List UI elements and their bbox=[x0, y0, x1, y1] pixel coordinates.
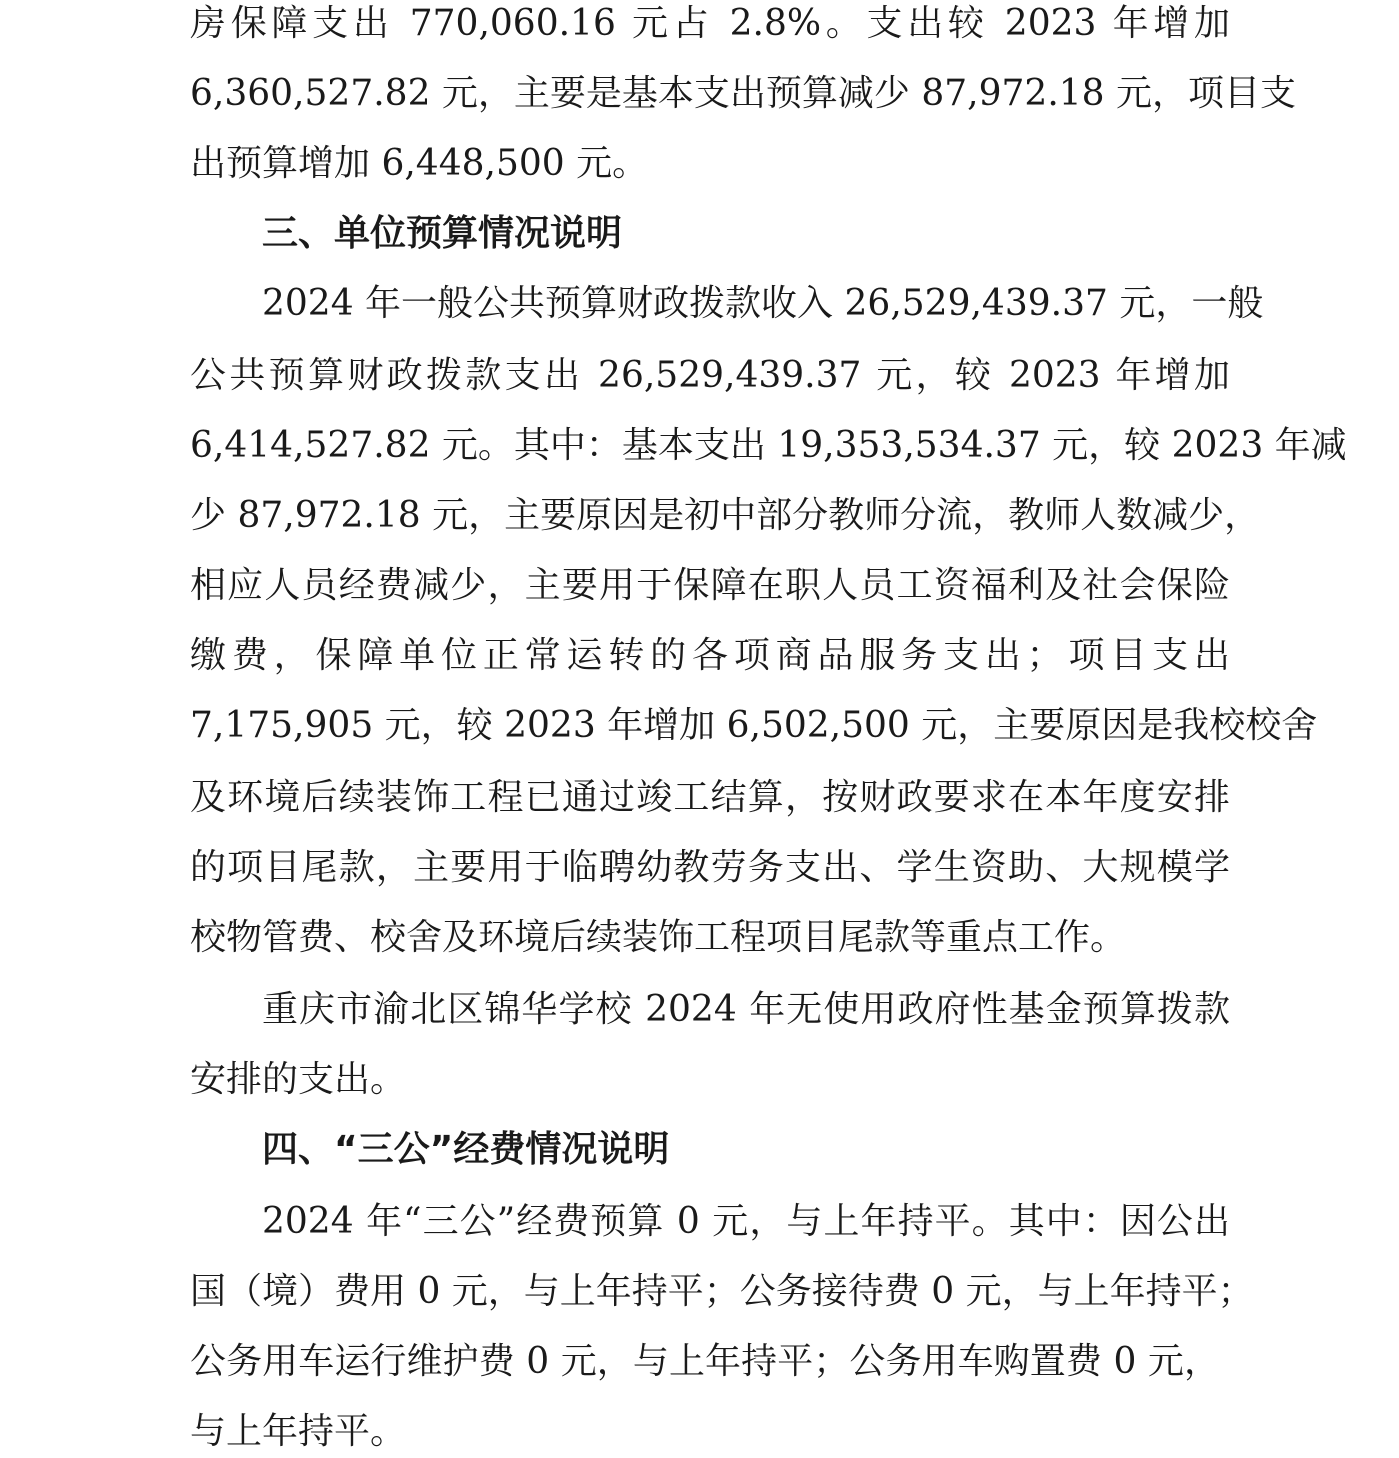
paragraph-line: 的项目尾款，主要用于临聘幼教劳务支出、学生资助、大规模学 bbox=[190, 847, 1230, 888]
paragraph-line: 与上年持平。 bbox=[190, 1411, 407, 1452]
paragraph-line: 重庆市渝北区锦华学校 2024 年无使用政府性基金预算拨款 bbox=[262, 989, 1230, 1030]
paragraph-line: 2024 年“三公”经费预算 0 元，与上年持平。其中：因公出 bbox=[262, 1201, 1230, 1242]
section-heading: 四、“三公”经费情况说明 bbox=[262, 1129, 670, 1170]
paragraph-line: 公务用车运行维护费 0 元，与上年持平；公务用车购置费 0 元， bbox=[190, 1341, 1220, 1382]
paragraph-line: 少 87,972.18 元，主要原因是初中部分教师分流，教师人数减少， bbox=[190, 495, 1261, 536]
paragraph-line: 房保障支出 770,060.16 元占 2.8%。支出较 2023 年增加 bbox=[190, 3, 1230, 44]
paragraph-line: 缴费，保障单位正常运转的各项商品服务支出；项目支出 bbox=[190, 635, 1230, 676]
paragraph-line: 安排的支出。 bbox=[190, 1059, 407, 1100]
paragraph-line: 7,175,905 元，较 2023 年增加 6,502,500 元，主要原因是我校校舍 bbox=[190, 705, 1318, 746]
section-heading: 三、单位预算情况说明 bbox=[262, 213, 623, 254]
paragraph-line: 2024 年一般公共预算财政拨款收入 26,529,439.37 元，一般 bbox=[262, 283, 1264, 324]
paragraph-line: 公共预算财政拨款支出 26,529,439.37 元，较 2023 年增加 bbox=[190, 355, 1230, 396]
paragraph-line: 及环境后续装饰工程已通过竣工结算，按财政要求在本年度安排 bbox=[190, 777, 1230, 818]
paragraph-line: 校物管费、校舍及环境后续装饰工程项目尾款等重点工作。 bbox=[190, 917, 1127, 958]
paragraph-line: 相应人员经费减少，主要用于保障在职人员工资福利及社会保险 bbox=[190, 565, 1230, 606]
paragraph-line: 国（境）费用 0 元，与上年持平；公务接待费 0 元，与上年持平； bbox=[190, 1271, 1254, 1312]
paragraph-line: 6,414,527.82 元。其中：基本支出 19,353,534.37 元，较 2023 年减 bbox=[190, 425, 1347, 466]
paragraph-line: 6,360,527.82 元，主要是基本支出预算减少 87,972.18 元，项目支 bbox=[190, 73, 1297, 114]
paragraph-line: 出预算增加 6,448,500 元。 bbox=[190, 143, 649, 184]
